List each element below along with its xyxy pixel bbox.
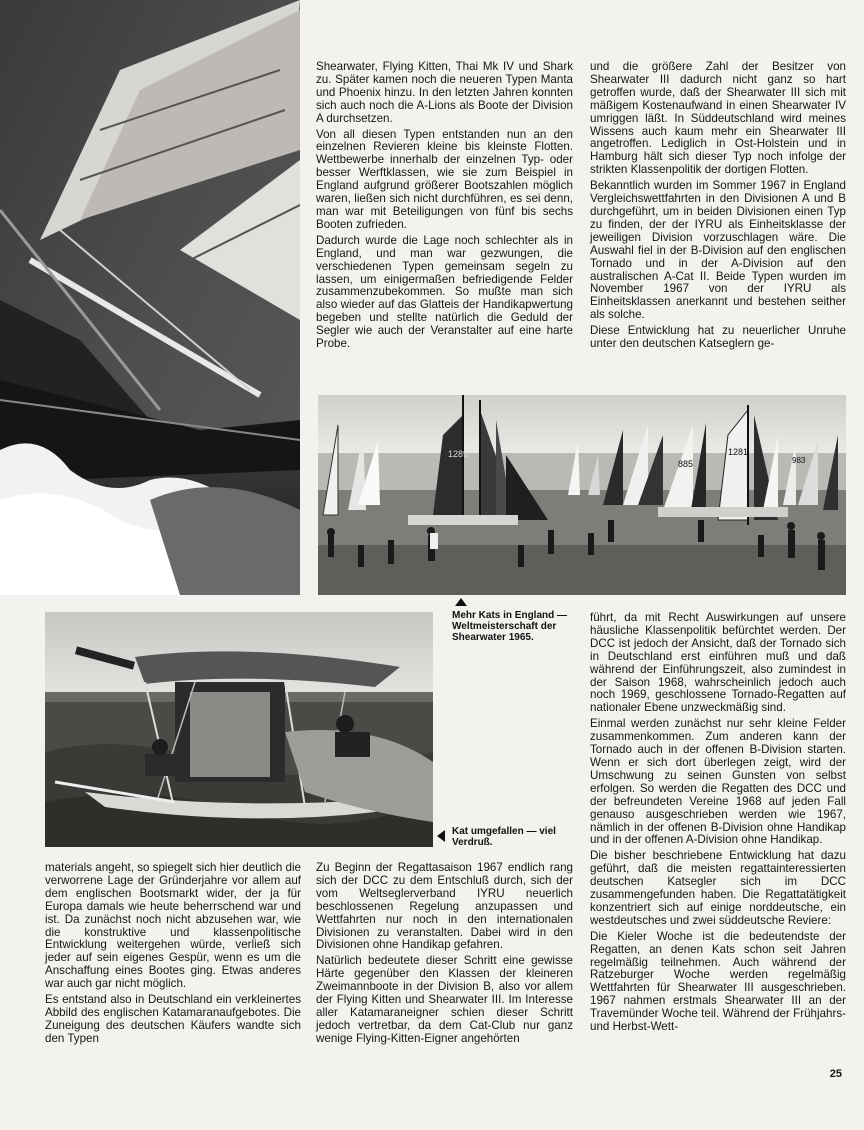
catamaran-heeling-image (0, 0, 300, 595)
caption-text: Kat umgefallen — viel Verdruß. (452, 826, 556, 848)
paragraph: Von all diesen Typen entstanden nun an den einzelnen Revieren kleine bis kleinste Flotten. Wettbewerbe innerhalb der einzelnen Typ- oder besser Werftklassen, wie sie zum Beispiel in England aufgrund größerer Bootszahlen möglich waren, ließen sich nicht durchführen, es sei denn, man war mit Beteiligungen von fünf bis sechs Booten zufrieden. (316, 127, 573, 231)
photo-caption-england (452, 610, 572, 643)
catamarans-beach-image (318, 395, 846, 595)
paragraph: Diese Entwicklung hat zu neuerlicher Unruhe unter den deutschen Katseglern ge- (590, 324, 846, 351)
sail-number: 983 (792, 456, 806, 465)
photo-catamarans-beach (318, 395, 846, 595)
paragraph: führt, da mit Recht Auswirkungen auf unsere häusliche Klassenpolitik befürchtet werden. Der DCC ist jedoch der Ansicht, daß der Tornado sich in Deutschland erst einführen muß und daß während der Einführungszeit, also zumindest in der Saison 1968, wahrscheinlich jedoch auch noch 1969, geschlossene Tornado-Regatten auf nationaler Ebene unzweckmäßig sind. (590, 611, 846, 715)
sail-number: 885 (678, 459, 694, 469)
paragraph: Es entstand also in Deutschland ein verkleinertes Abbild des englischen Katamaranaufgebotes. Die Zuneigung des deutschen Käufers wandte sich den Typen (45, 993, 301, 1045)
photo-caption-capsized (452, 826, 577, 848)
sail-number: 1281 (728, 447, 749, 457)
text-column-bottom-left (45, 862, 301, 1049)
capsized-catamaran-image (45, 612, 433, 847)
caption-arrow-up-icon (455, 598, 467, 606)
page-number: 25 (829, 1068, 842, 1080)
paragraph: Shearwater, Flying Kitten, Thai Mk IV und Shark zu. Später kamen noch die neueren Typen Manta und Phoenix hinzu. In den letzten Jahren konnten sich auch noch die A-Lions als Boote der Division A durchsetzen. (316, 60, 573, 125)
paragraph: Zu Beginn der Regattasaison 1967 endlich rang sich der DCC zu dem Entschluß durch, sich der vom Weltseglerverband IYRU neuerlich beschlossenen Regelung anzupassen und Wettfahrten nur noch in den internationalen Divisionen zu veranstalten. Dabei wird in den Divisionen ohne Handikap gefahren. (316, 861, 573, 952)
paragraph: Bekanntlich wurden im Sommer 1967 in England Vergleichswettfahrten in den Divisionen A und B durchgeführt, um in beiden Divisionen einen Typ zu finden, der der IYRU als Einheitsklasse der jeweiligen Division vorzuschlagen wäre. Die Auswahl fiel in der B-Division auf den englischen Tornado und in der A-Division auf den australischen A-Cat II. Beide Typen wurden im November 1967 von der IYRU als Einheitsklassen anerkannt und bestehen seither als solche. (590, 179, 846, 322)
paragraph: Die Kieler Woche ist die bedeutendste der Regatten, an denen Kats schon seit Jahren regelmäßig teilnehmen. Auch während der Ratzeburger Woche werden regelmäßig Wettfahrten für Shearwater III ausgeschrieben. 1967 nahmen erstmals Shearwater III an der Travemünder Woche teil. Während der Frühjahrs- und Herbst-Wett- (590, 929, 846, 1034)
paragraph: Dadurch wurde die Lage noch schlechter als in England, und man war gezwungen, die verschiedenen Typen gemeinsam segeln zu lassen, um einigermaßen befriedigende Felder zusammenzubekommen. So mußte man sich also wieder auf das Glatteis der Handikapwertung begeben und stellte natürlich die Geduld der Segler wie auch der Veranstalter auf eine harte Probe. (316, 233, 573, 351)
sail-number: 1289 (448, 449, 469, 459)
photo-catamaran-heeling (0, 0, 300, 595)
caption-text: Mehr Kats in England — Weltmeisterschaft der Shearwater 1965. (452, 610, 568, 643)
text-column-top-right (590, 61, 846, 354)
paragraph: und die größere Zahl der Besitzer von Shearwater III dadurch nicht ganz so hart getroffen wurde, daß der Shearwater III sich mit mäßigem Kostenaufwand in einen Shearwater IV umriggen läßt. In Süddeutschland wird meines Wissens auch kaum mehr ein Shearwater III angetroffen. Lediglich in Ost-Holstein und in Hamburg hält sich dieser Typ noch infolge der strikten Klassenpolitik der dortigen Flotten. (590, 60, 846, 177)
caption-arrow-left-icon (437, 830, 445, 842)
text-column-top-middle (316, 61, 573, 354)
photo-capsized-catamaran (45, 612, 433, 847)
paragraph: Die bisher beschriebene Entwicklung hat dazu geführt, daß die meisten regattainteressierten deutschen Katsegler sich im DCC zusammengefunden haben. Die Regattatätigkeit konzentriert sich auf einige norddeutsche, ein westdeutsches und zwei süddeutsche Reviere: (590, 849, 846, 927)
paragraph: Einmal werden zunächst nur sehr kleine Felder zusammenkommen. Zum anderen kann der Tornado auch in der offenen B-Division starten. Wenn er sich dort überlegen zeigt, wird der Umschwung zu seinen Gunsten von selbst erfolgen. So werden die Regatten des DCC und der befreundeten Vereine 1968 auf jeden Fall genauso ausgeschrieben werden wie 1967, nämlich in der offenen B-Division ohne Handikap und in der offenen A-Division ohne Handikap. (590, 717, 846, 847)
text-column-mid-right (590, 612, 846, 1037)
paragraph: Natürlich bedeutete dieser Schritt eine gewisse Härte gegenüber den Klassen der kleineren Zweimannboote in der Division B, also vor allem der Flying Kitten und Shearwater III. Im Interesse aller Katamaraneigner schien dieser Schritt jedoch vertretbar, da dem Cat-Club nur ganz wenige Flying-Kitten-Eigner angehörten (316, 954, 573, 1045)
text-column-bottom-middle (316, 862, 573, 1049)
paragraph: materials angeht, so spiegelt sich hier deutlich die verworrene Lage der Gründerjahre vor allem auf dem englischen Bootsmarkt wider, der ja für Europa damals wie heute beherrschend war und ist. Da zunächst noch nicht abzusehen war, wie die konstruktive und klassenpolitische Entwicklung weitergehen würde, verließ sich jeder auf sein eigenes Gespür, wenn es um die Anschaffung eines Bootes ging. Etwas anderes war auch gar nicht möglich. (45, 861, 301, 991)
